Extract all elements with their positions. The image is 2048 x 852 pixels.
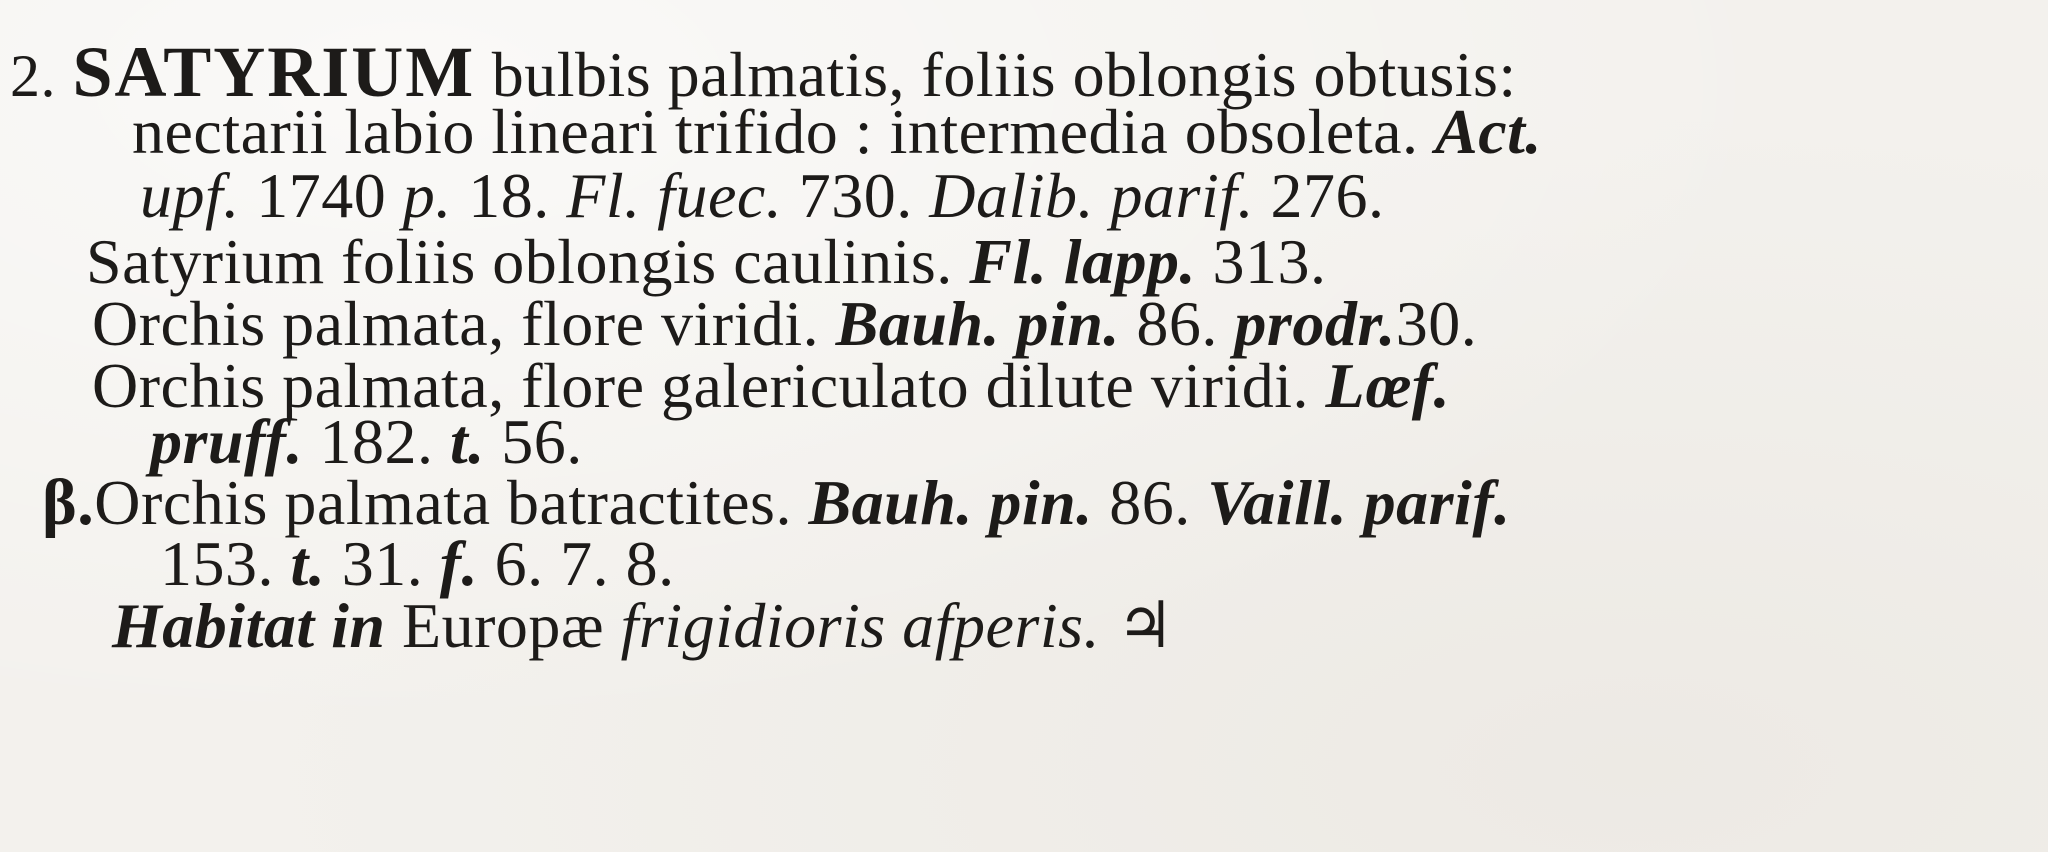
variety-beta <box>42 466 1511 539</box>
synonym-2-num-1: 86. <box>1136 288 1218 359</box>
synonym-2-num-2: 30. <box>1395 288 1478 359</box>
synonym-1-num: 313. <box>1212 226 1327 297</box>
synonym-3-text: Orchis palmata, flore galericulato dilute viridi. <box>92 350 1309 421</box>
variety-beta-num-3: 31. <box>341 528 424 599</box>
synonym-3-num-1: 182. <box>319 406 434 477</box>
ref-page-abbr: p. <box>402 160 452 231</box>
ref-upf: upf. <box>140 160 240 231</box>
habitat-place: Europæ <box>402 590 605 661</box>
habitat-rest: frigidioris afperis. <box>620 590 1100 661</box>
diagnosis-continuation <box>132 96 1542 167</box>
ref-fl-suec: Fl. fuec. <box>566 160 783 231</box>
habitat-lead: Habitat in <box>112 590 386 661</box>
variety-beta-num-1: 86. <box>1109 467 1191 538</box>
variety-beta-text: Orchis palmata batractites. <box>94 467 792 538</box>
synonym-3-num-2: 56. <box>501 406 583 477</box>
genus-name: SATYRIUM <box>72 32 476 112</box>
variety-beta-num-2: 153. <box>160 528 274 599</box>
ref-year: 1740 <box>239 160 403 231</box>
synonym-2 <box>92 288 1478 359</box>
ref-fl-suec-num: 730. <box>782 160 930 231</box>
synonym-3-ref: Lœf. <box>1325 350 1451 421</box>
variety-beta-f: f. <box>439 528 479 599</box>
synonym-3-continuation <box>150 406 583 477</box>
variety-beta-continuation <box>160 528 675 599</box>
perennial-symbol-icon: ♃ <box>1116 590 1175 661</box>
diagnosis-text-2: nectarii labio lineari trifido : intermedia obsoleta. <box>132 96 1419 167</box>
variety-beta-ref-1: Bauh. pin. <box>808 467 1093 538</box>
variety-beta-label: β. <box>42 466 95 539</box>
synonym-1-text: Satyrium foliis oblongis caulinis. <box>86 226 953 297</box>
synonym-1 <box>86 226 1327 297</box>
variety-beta-ref-2: Vaill. parif. <box>1207 467 1511 538</box>
reference-line <box>140 160 1385 231</box>
synonym-2-text: Orchis palmata, flore viridi. <box>92 288 820 359</box>
habitat-line <box>112 590 1175 661</box>
synonym-3-t: t. <box>449 406 485 477</box>
synonym-3-pruss: pruff. <box>150 406 303 477</box>
ref-dalib-num: 276. <box>1254 160 1385 231</box>
synonym-2-ref-1: Bauh. pin. <box>835 288 1120 359</box>
variety-beta-t: t. <box>290 528 326 599</box>
ref-dalib: Dalib. parif. <box>929 160 1254 231</box>
diagnosis-text: bulbis palmatis, foliis oblongis obtusis: <box>491 39 1517 110</box>
reference-act: Act. <box>1435 96 1542 167</box>
entry-number: 2. <box>10 43 56 109</box>
synonym-2-ref-2: prodr. <box>1234 288 1396 359</box>
ref-page-num: 18. <box>451 160 567 231</box>
synonym-1-ref: Fl. lapp. <box>969 226 1196 297</box>
variety-beta-num-4: 6. 7. 8. <box>494 528 675 599</box>
